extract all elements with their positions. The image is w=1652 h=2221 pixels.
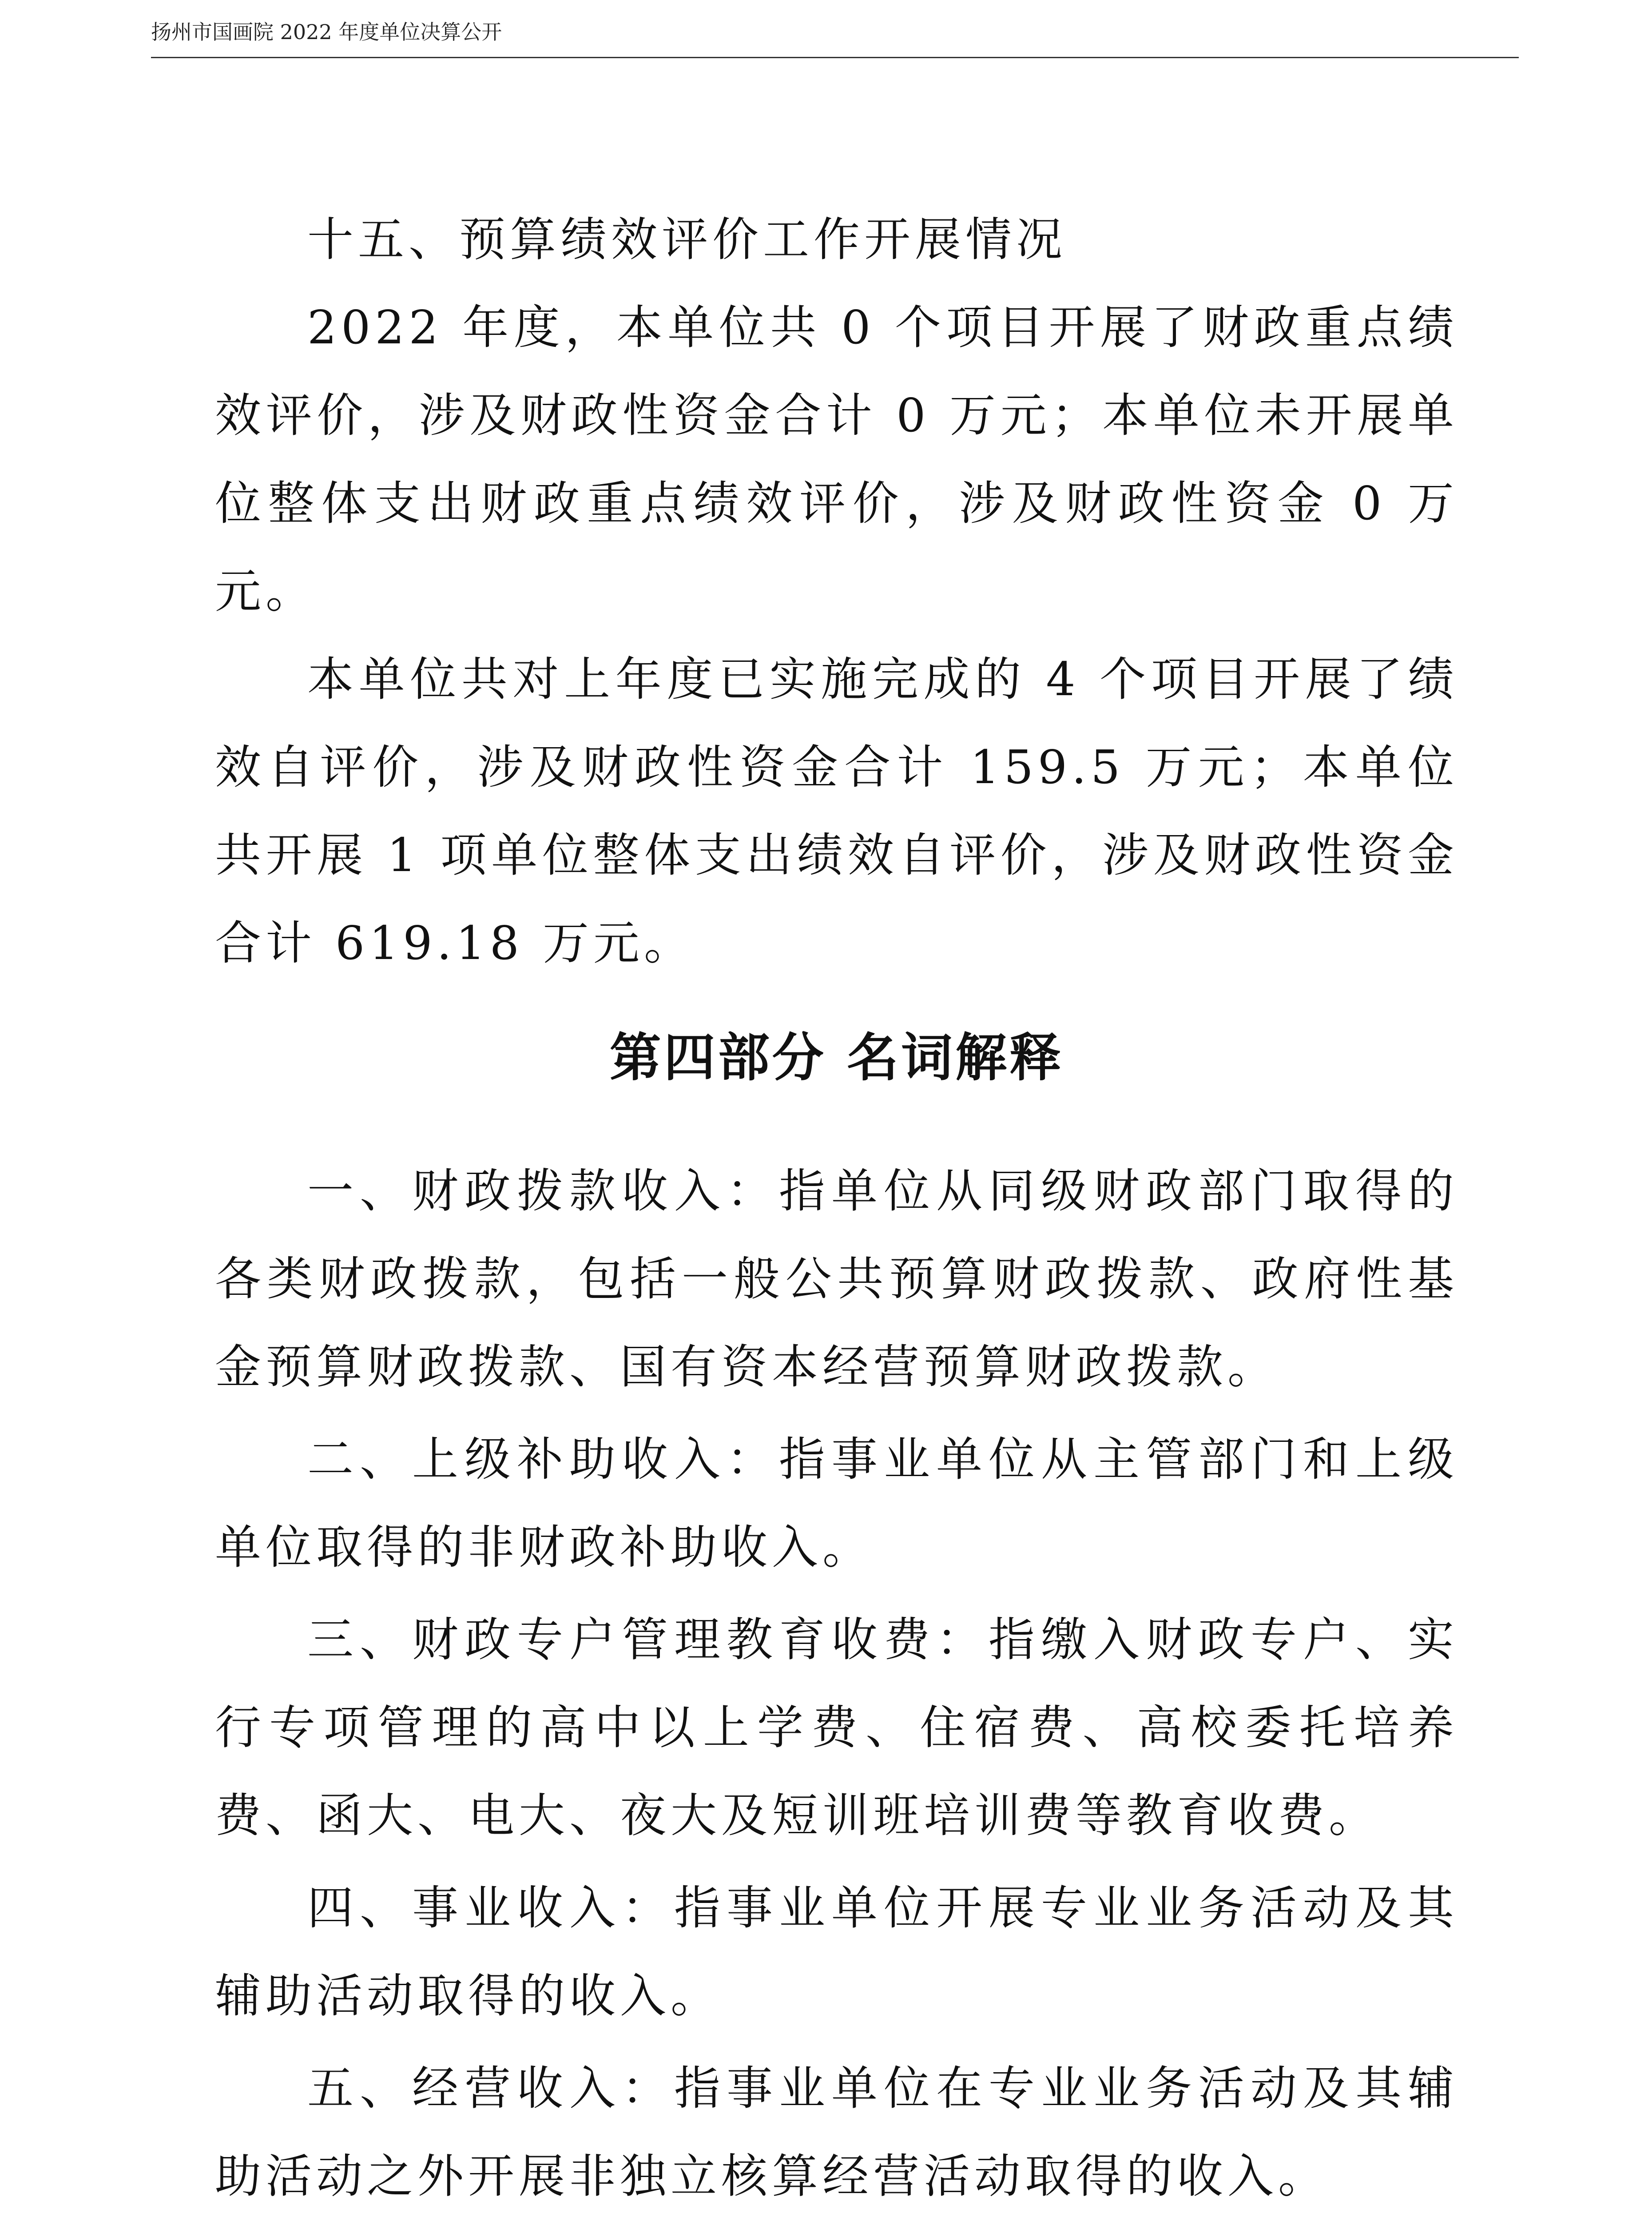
definition-item: 一、财政拨款收入：指单位从同级财政部门取得的各类财政拨款，包括一般公共预算财政拨款、政府性基金预算财政拨款、国有资本经营预算财政拨款。	[215, 1164, 1458, 1394]
definition-item: 四、事业收入：指事业单位开展专业业务活动及其辅助活动取得的收入。	[215, 1881, 1458, 2023]
section-paragraph-2: 本单位共对上年度已实施完成的 4 个项目开展了绩效自评价，涉及财政性资金合计 159.5 万元；本单位共开展 1 项单位整体支出绩效自评价，涉及财政性资金合计 619.18 万元。	[215, 652, 1458, 970]
running-header: 扬州市国画院 2022 年度单位决算公开	[151, 20, 502, 44]
section-heading: 十五、预算绩效评价工作开展情况	[307, 212, 1067, 267]
definition-item: 五、经营收入：指事业单位在专业业务活动及其辅助活动之外开展非独立核算经营活动取得的收入。	[215, 2061, 1458, 2203]
header-divider	[151, 57, 1519, 58]
definition-item: 二、上级补助收入：指事业单位从主管部门和上级单位取得的非财政补助收入。	[215, 1432, 1458, 1574]
document-body	[215, 195, 1458, 2221]
part-title: 第四部分 名词解释	[609, 1028, 1064, 1088]
definition-item: 三、财政专户管理教育收费：指缴入财政专户、实行专项管理的高中以上学费、住宿费、高校委托培养费、函大、电大、夜大及短训班培训费等教育收费。	[215, 1612, 1458, 1843]
section-paragraph-1: 2022 年度，本单位共 0 个项目开展了财政重点绩效评价，涉及财政性资金合计 0 万元；本单位未开展单位整体支出财政重点绩效评价，涉及财政性资金 0 万元。	[215, 300, 1458, 618]
